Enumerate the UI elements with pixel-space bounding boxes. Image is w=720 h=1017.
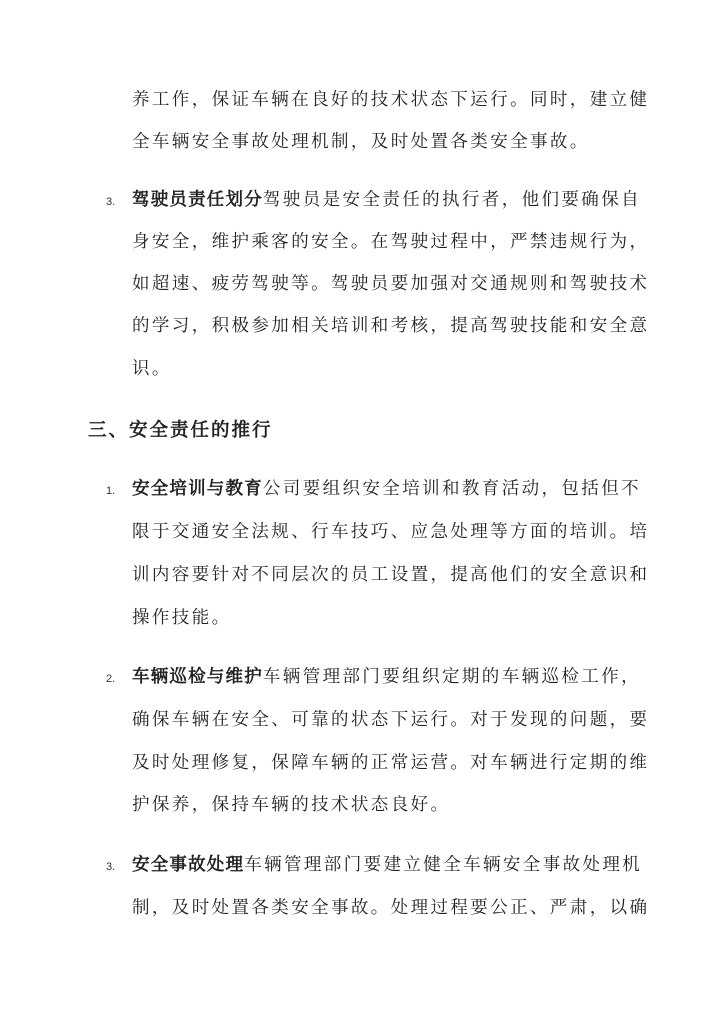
list-item-first-line	[132, 477, 642, 501]
paragraph-line: 限于交通安全法规、行车技巧、应急处理等方面的培训。培	[132, 522, 650, 542]
paragraph-line: 养工作，保证车辆在良好的技术状态下运行。同时，建立健	[132, 90, 650, 110]
paragraph-line: 的学习，积极参加相关培训和考核，提高驾驶技能和安全意	[132, 316, 650, 336]
list-number: 2.	[106, 673, 116, 685]
paragraph-text: 车辆管理部门要建立健全车辆安全事故处理机	[244, 855, 643, 875]
list-item-title: 车辆巡检与维护	[132, 667, 263, 687]
paragraph-text: 公司要组织安全培训和教育活动，包括但不	[262, 479, 642, 499]
list-item-title: 驾驶员责任划分	[132, 190, 263, 210]
paragraph-line: 制，及时处置各类安全事故。处理过程要公正、严肃，以确	[132, 898, 650, 918]
list-item-first-line	[132, 853, 643, 877]
paragraph-text: 车辆管理部门要组织定期的车辆巡检工作，	[262, 667, 642, 687]
paragraph-text: 驾驶员是安全责任的执行者，他们要确保自	[262, 190, 642, 210]
list-item-first-line	[132, 188, 642, 212]
paragraph-line: 全车辆安全事故处理机制，及时处置各类安全事故。	[132, 132, 590, 152]
paragraph-line: 护保养，保持车辆的技术状态良好。	[132, 795, 451, 815]
list-number: 3.	[106, 196, 116, 208]
list-number: 3.	[106, 861, 116, 873]
paragraph-line: 训内容要针对不同层次的员工设置，提高他们的安全意识和	[132, 565, 650, 585]
paragraph-line: 操作技能。	[132, 608, 232, 628]
list-number: 1.	[106, 485, 116, 497]
list-item-first-line	[132, 665, 642, 689]
paragraph-line: 识。	[132, 359, 172, 379]
list-item-title: 安全事故处理	[132, 855, 245, 875]
paragraph-line: 身安全，维护乘客的安全。在驾驶过程中，严禁违规行为，	[132, 232, 650, 252]
section-heading: 三、安全责任的推行	[88, 420, 273, 441]
paragraph-line: 及时处理修复，保障车辆的正常运营。对车辆进行定期的维	[132, 753, 650, 773]
paragraph-line: 确保车辆在安全、可靠的状态下运行。对于发现的问题，要	[132, 710, 650, 730]
list-item-title: 安全培训与教育	[132, 479, 263, 499]
paragraph-line: 如超速、疲劳驾驶等。驾驶员要加强对交通规则和驾驶技术	[132, 274, 650, 294]
